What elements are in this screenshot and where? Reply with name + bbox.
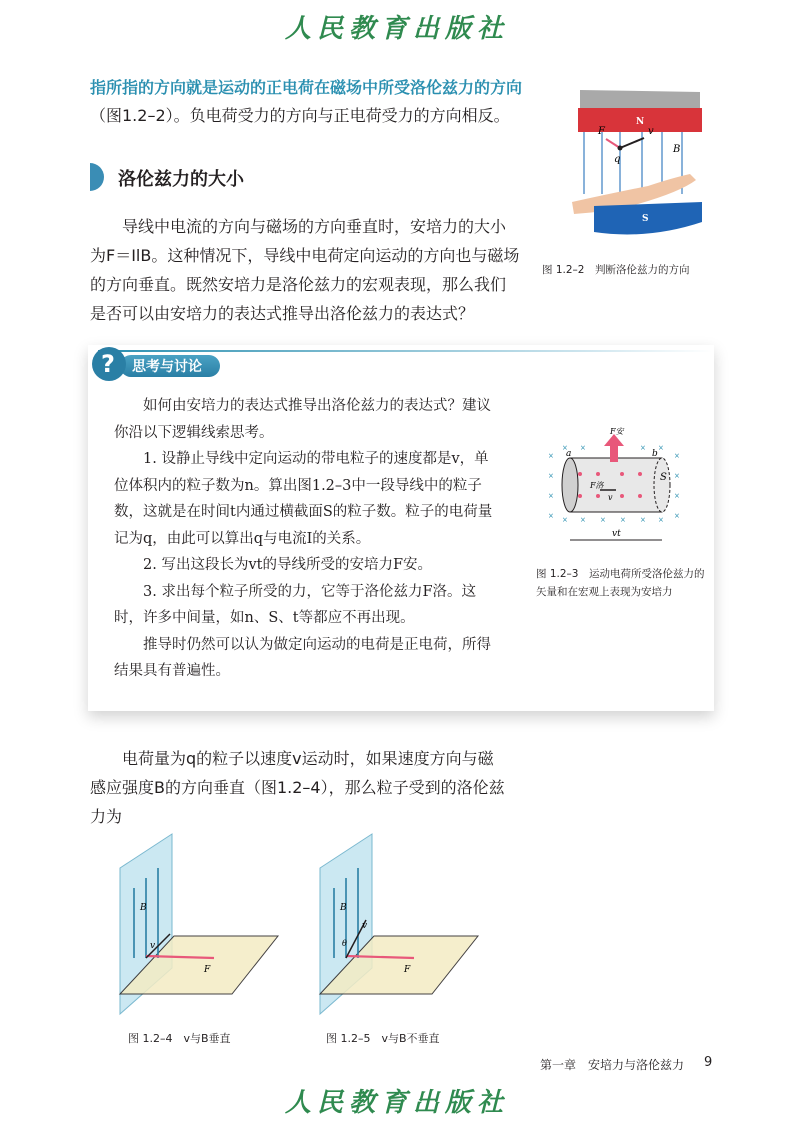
discussion-para: 3. 求出每个粒子所受的力，它等于洛伦兹力F洛。这时，许多中间量，如n、S、t等都应不再出现。 [114, 583, 477, 626]
fig-1-2-4-caption: 图 1.2–4 v与B垂直 [128, 1032, 231, 1045]
publisher-logo-bottom: 人民教育出版社 [284, 1088, 509, 1118]
fig3-label-fluo: F洛 [590, 481, 604, 490]
charge-dot [618, 146, 623, 151]
svg-text:×: × [658, 444, 664, 452]
svg-text:×: × [658, 516, 664, 524]
fig3-label-fan: F安 [610, 427, 624, 436]
fig3-label-v: v [608, 493, 613, 502]
fig-1-2-4-perpendicular [100, 828, 280, 1018]
discussion-para: 2. 写出这段长为vt的导线所受的安培力F安。 [143, 557, 433, 573]
fig5-label-theta: θ [342, 939, 347, 948]
publisher-logo-top: 人民教育出版社 [284, 14, 509, 44]
intro-highlight: 指所指的方向就是运动的正电荷在磁场中所受洛伦兹力的方向 [90, 78, 523, 97]
svg-text:×: × [674, 512, 680, 520]
discussion-text [114, 393, 502, 685]
velocity-arrow [620, 138, 644, 148]
fig2-label-v: v [648, 126, 654, 137]
cross-section-a [562, 458, 578, 512]
magnet-n-label: N [636, 117, 645, 127]
intro-rest: （图1.2–2）。负电荷受力的方向与正电荷受力的方向相反。 [90, 106, 510, 125]
svg-text:×: × [600, 516, 606, 524]
svg-text:×: × [548, 512, 554, 520]
page-number: 9 [704, 1055, 713, 1070]
fig5-label-b: B [340, 903, 347, 913]
fig-1-2-2-caption: 图 1.2–2 判断洛伦兹力的方向 [542, 264, 690, 276]
svg-text:×: × [562, 444, 568, 452]
fig3-label-a: a [566, 449, 572, 459]
fig2-label-q: q [614, 154, 621, 165]
fig2-label-f: F [598, 126, 605, 137]
svg-text:×: × [674, 452, 680, 460]
fig5-label-v: v [362, 921, 368, 931]
fig-1-2-5-not-perpendicular [300, 828, 480, 1018]
fig4-label-v: v [150, 941, 156, 951]
intro-paragraph [90, 74, 530, 130]
f-an-arrow [610, 446, 618, 462]
svg-text:×: × [580, 444, 586, 452]
fig-1-2-5-caption: 图 1.2–5 v与B不垂直 [326, 1032, 440, 1045]
footer-chapter: 第一章 安培力与洛伦兹力 [540, 1058, 685, 1072]
discussion-para: 1. 设静止导线中定向运动的带电粒子的速度都是v，单位体积内的粒子数为n。算出图1.2–3中一段导线中的粒子数，这就是在时间t内通过横截面S的粒子数。粒子的电荷量记为q，由此可以算出q与电流I的关系。 [114, 451, 493, 547]
discussion-para: 如何由安培力的表达式推导出洛伦兹力的表达式？建议你沿以下逻辑线索思考。 [114, 398, 491, 441]
discussion-title: 思考与讨论 [132, 359, 202, 375]
svg-text:×: × [562, 516, 568, 524]
fig3-label-b: b [652, 449, 658, 459]
paragraph-lorentz-magnitude: 导线中电流的方向与磁场的方向垂直时，安培力的大小为F＝IlB。这种情况下，导线中电荷定向运动的方向也与磁场的方向垂直。既然安培力是洛伦兹力的宏观表现，那么我们是否可以由安培力的表达式推导出洛伦兹力的表达式？ [90, 217, 520, 323]
paragraph-lorentz-formula-intro: 电荷量为q的粒子以速度v运动时，如果速度方向与磁感应强度B的方向垂直（图1.2–4），那么粒子受到的洛伦兹力为 [90, 749, 505, 826]
svg-text:×: × [674, 472, 680, 480]
svg-text:×: × [580, 516, 586, 524]
discussion-badge [92, 345, 222, 379]
svg-text:×: × [640, 444, 646, 452]
svg-text:×: × [674, 492, 680, 500]
discussion-para: 推导时仍然可以认为做定向运动的电荷是正电荷，所得结果具有普遍性。 [114, 636, 491, 679]
wire-body [570, 458, 662, 512]
svg-text:×: × [640, 516, 646, 524]
cross-section-s [654, 458, 670, 512]
fig2-label-b: B [673, 144, 681, 155]
fig-1-2-2-magnet-illustration [568, 82, 708, 242]
fig3-label-vt: vt [612, 529, 621, 539]
magnet-s-label: S [642, 214, 649, 224]
fig4-label-b: B [140, 903, 147, 913]
fig-1-2-3-wire-segment [540, 427, 690, 552]
svg-text:×: × [548, 472, 554, 480]
section-marker-icon [90, 163, 104, 191]
fig4-label-f: F [204, 965, 211, 975]
fig3-label-s: S [660, 472, 667, 483]
svg-text:×: × [548, 492, 554, 500]
fig-1-2-3-caption: 图 1.2–3 运动电荷所受洛伦兹力的矢量和在宏观上表现为安培力 [536, 568, 705, 598]
fig5-label-f: F [404, 965, 411, 975]
question-mark-icon: ? [92, 347, 126, 381]
section-title: 洛伦兹力的大小 [118, 169, 244, 190]
svg-text:×: × [548, 452, 554, 460]
svg-text:×: × [620, 516, 626, 524]
